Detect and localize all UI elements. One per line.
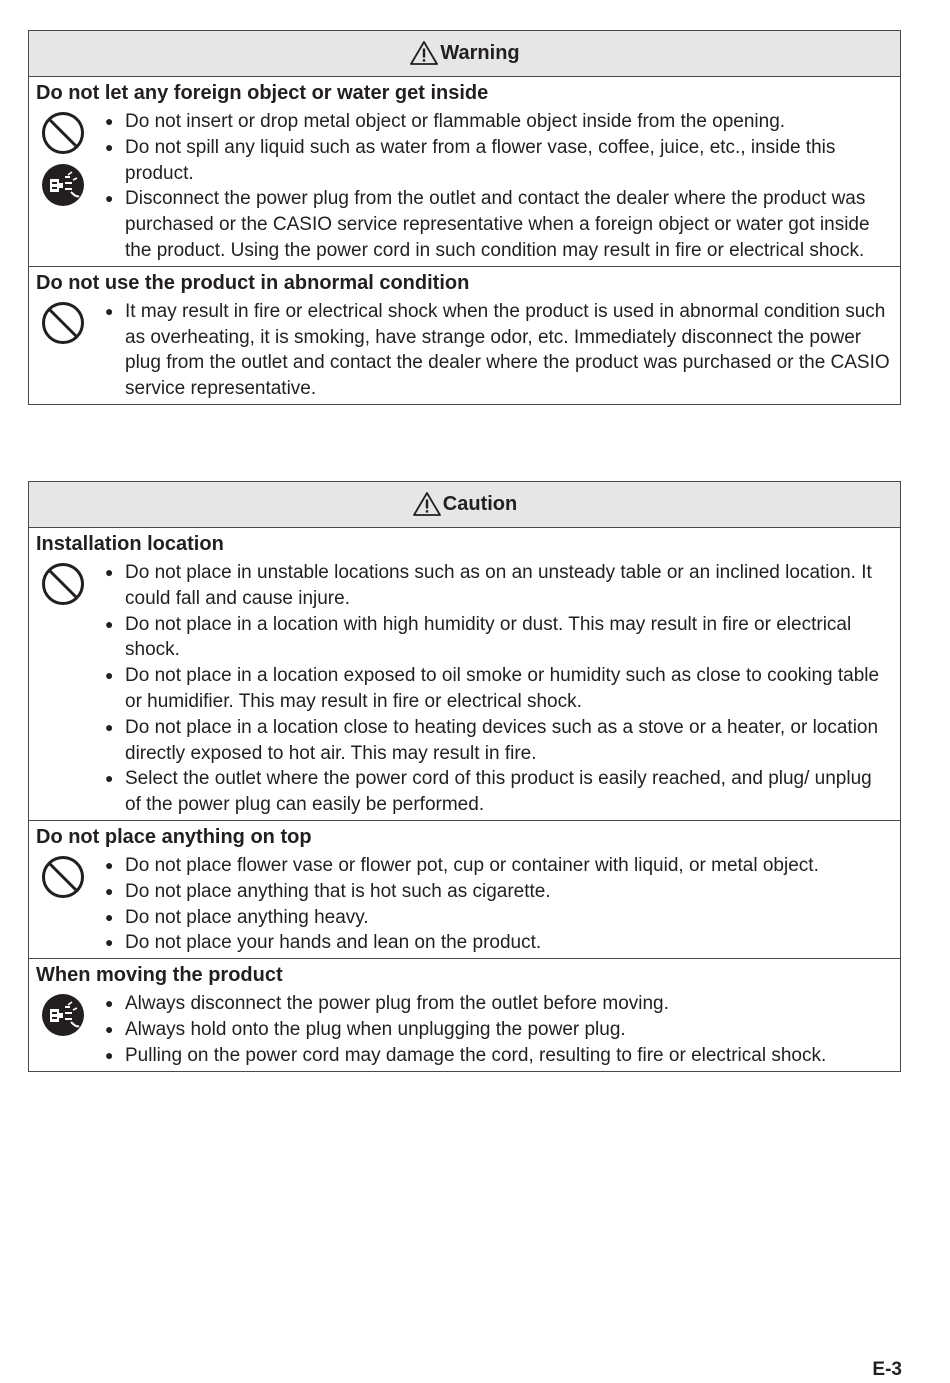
page-number: E-3 — [872, 1359, 902, 1380]
list-item: ● It may result in fire or electrical shock when the product is used in abnormal condition such as overheating, it is smoking, have strange odor, etc. Immediately disconnect the power plug from the outlet and contact the dealer where the product was purchased or the CASIO service representative. — [105, 299, 892, 402]
section-title: When moving the product — [36, 964, 283, 987]
caution-box — [28, 481, 901, 1072]
caution-section — [29, 528, 900, 820]
section-title: Do not place anything on top — [36, 825, 312, 848]
caution-triangle-icon — [412, 491, 442, 517]
section-title: Do not use the product in abnormal condition — [36, 271, 470, 294]
caution-header-label: Caution — [442, 493, 518, 515]
warning-section — [29, 266, 900, 404]
caution-section — [29, 958, 900, 1070]
prohibition-icon — [41, 111, 85, 155]
section-title: Installation location — [36, 533, 224, 555]
list-item: ● Do not place in a location exposed to oil smoke or humidity such as close to cooking table or humidifier. This may result in fire or electrical shock. — [105, 663, 892, 715]
warning-box — [28, 30, 901, 405]
list-item: ● Always disconnect the power plug from the outlet before moving. — [105, 991, 892, 1017]
unplug-icon — [41, 163, 85, 207]
caution-section — [29, 820, 900, 958]
list-item: ● Always hold onto the plug when unplugging the power plug. — [105, 1017, 892, 1043]
unplug-icon — [41, 993, 85, 1037]
list-item: ● Do not place flower vase or flower pot, cup or container with liquid, or metal object. — [105, 853, 892, 879]
prohibition-icon — [41, 855, 85, 899]
prohibition-icon — [41, 562, 85, 606]
list-item: ● Select the outlet where the power cord of this product is easily reached, and plug/ unplug of the power plug can easily be performed. — [105, 766, 892, 818]
list-item: ● Do not place in a location close to heating devices such as a stove or a heater, or location directly exposed to hot air. This may result in fire. — [105, 715, 892, 767]
warning-header-label: Warning — [440, 42, 520, 64]
prohibition-icon — [41, 301, 85, 345]
caution-header — [29, 482, 900, 528]
list-item: ● Do not insert or drop metal object or flammable object inside from the opening. — [105, 109, 892, 135]
list-item: ● Disconnect the power plug from the outlet and contact the dealer where the product was purchased or the CASIO service representative when a foreign object or water got inside the product. Using the power cord in such condition may result in fire or electrical shock. — [105, 186, 892, 263]
list-item: ● Pulling on the power cord may damage the cord, resulting to fire or electrical shock. — [105, 1043, 892, 1069]
list-item: ● Do not place anything heavy. — [105, 905, 892, 931]
warning-section — [29, 77, 900, 266]
list-item: ● Do not place anything that is hot such as cigarette. — [105, 879, 892, 905]
list-item: ● Do not place in a location with high humidity or dust. This may result in fire or electrical shock. — [105, 612, 892, 664]
section-title: Do not let any foreign object or water get inside — [36, 82, 489, 104]
list-item: ● Do not place your hands and lean on the product. — [105, 930, 892, 956]
list-item: ● Do not spill any liquid such as water from a flower vase, coffee, juice, etc., inside this product. — [105, 135, 892, 187]
list-item: ● Do not place in unstable locations such as on an unsteady table or an inclined location. It could fall and cause injure. — [105, 560, 892, 612]
warning-header — [29, 31, 900, 77]
warning-triangle-icon — [409, 40, 439, 66]
